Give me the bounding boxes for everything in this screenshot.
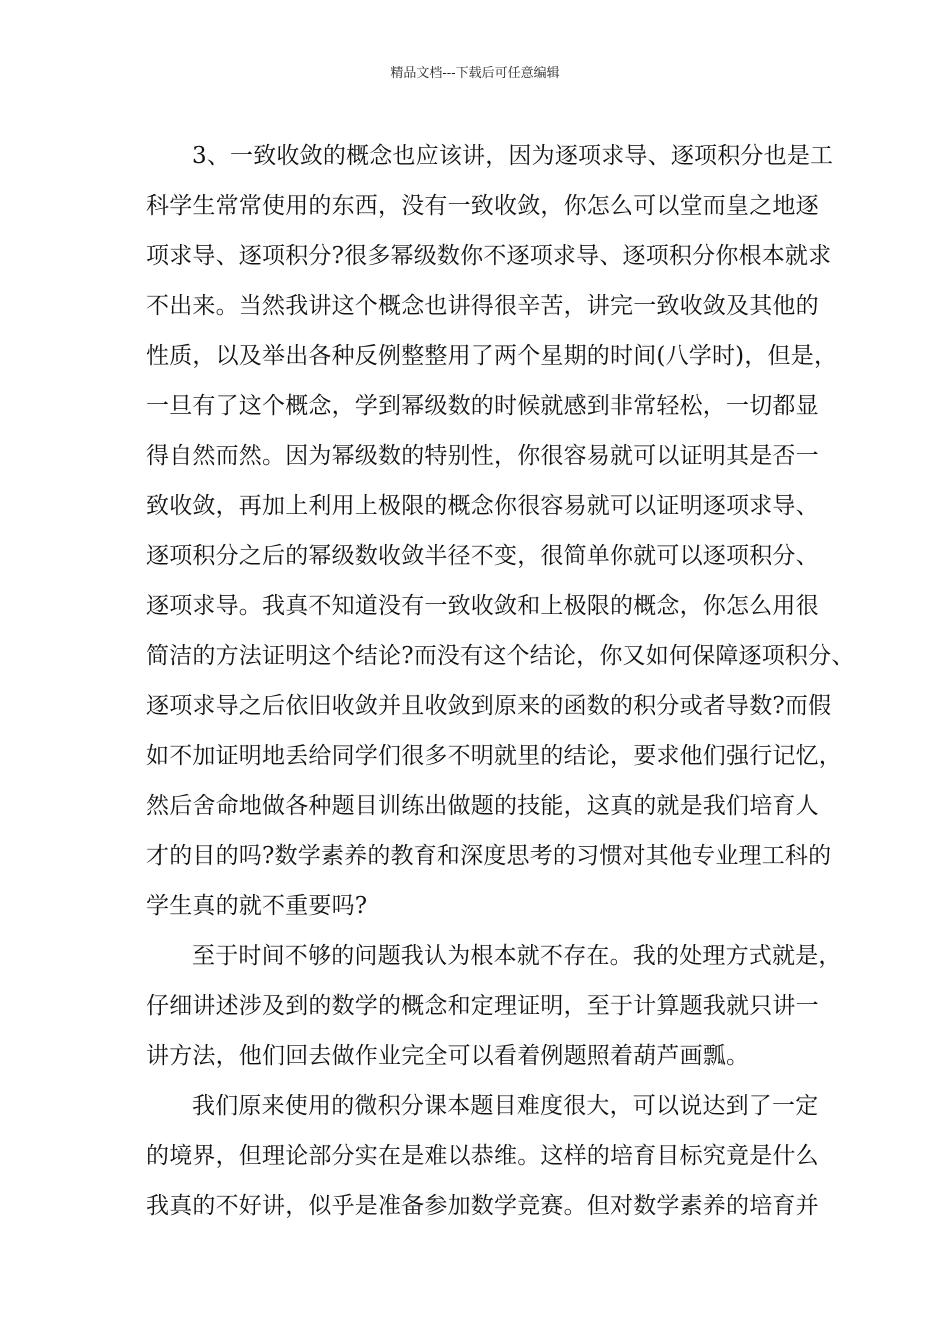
paragraph-1-line-15: 才的目的吗?数学素养的教育和深度思考的习惯对其他专业理工科的 (146, 843, 832, 869)
paragraph-1-line-12: 逐项求导之后依旧收敛并且收敛到原来的函数的积分或者导数?而假 (146, 693, 832, 719)
page-header: 精品文档---下载后可任意编辑 (390, 66, 560, 81)
paragraph-2-line-2: 仔细讲述涉及到的数学的概念和定理证明，至于计算题我就只讲一 (146, 993, 819, 1019)
paragraph-2-line-1: 至于时间不够的问题我认为根本就不存在。我的处理方式就是， (192, 943, 842, 969)
paragraph-1-line-14: 然后舍命地做各种题目训练出做题的技能，这真的就是我们培育人 (146, 793, 819, 819)
paragraph-3-line-2: 的境界，但理论部分实在是难以恭维。这样的培育目标究竟是什么 (146, 1143, 819, 1169)
paragraph-1-line-5: 性质，以及举出各种反例整整用了两个星期的时间(八学时)，但是， (146, 343, 838, 369)
paragraph-1-line-13: 如不加证明地丢给同学们很多不明就里的结论，要求他们强行记忆， (146, 743, 842, 769)
paragraph-1-line-3: 项求导、逐项积分?很多幂级数你不逐项求导、逐项积分你根本就求 (146, 243, 832, 269)
paragraph-1-line-9: 逐项积分之后的幂级数收敛半径不变，很简单你就可以逐项积分、 (146, 543, 819, 569)
paragraph-1-line-16: 学生真的就不重要吗? (146, 893, 368, 919)
paragraph-1-line-7: 得自然而然。因为幂级数的特别性，你很容易就可以证明其是否一 (146, 443, 819, 469)
paragraph-1-line-6: 一旦有了这个概念，学到幂级数的时候就感到非常轻松，一切都显 (146, 393, 819, 419)
paragraph-1-line-2: 科学生常常使用的东西，没有一致收敛，你怎么可以堂而皇之地逐 (146, 193, 819, 219)
paragraph-1-line-4: 不出来。当然我讲这个概念也讲得很辛苦，讲完一致收敛及其他的 (146, 293, 819, 319)
paragraph-1-line-10: 逐项求导。我真不知道没有一致收敛和上极限的概念，你怎么用很 (146, 593, 819, 619)
paragraph-3-line-3: 我真的不好讲，似乎是准备参加数学竞赛。但对数学素养的培育并 (146, 1193, 819, 1219)
paragraph-1-line-8: 致收敛，再加上利用上极限的概念你很容易就可以证明逐项求导、 (146, 493, 819, 519)
paragraph-2-line-3: 讲方法，他们回去做作业完全可以看着例题照着葫芦画瓢。 (146, 1043, 750, 1069)
paragraph-3-line-1: 我们原来使用的微积分课本题目难度很大，可以说达到了一定 (192, 1093, 819, 1119)
paragraph-1-line-11: 简洁的方法证明这个结论?而没有这个结论，你又如何保障逐项积分、 (146, 643, 855, 669)
paragraph-1-line-1: 3、一致收敛的概念也应该讲，因为逐项求导、逐项积分也是工 (192, 143, 834, 169)
